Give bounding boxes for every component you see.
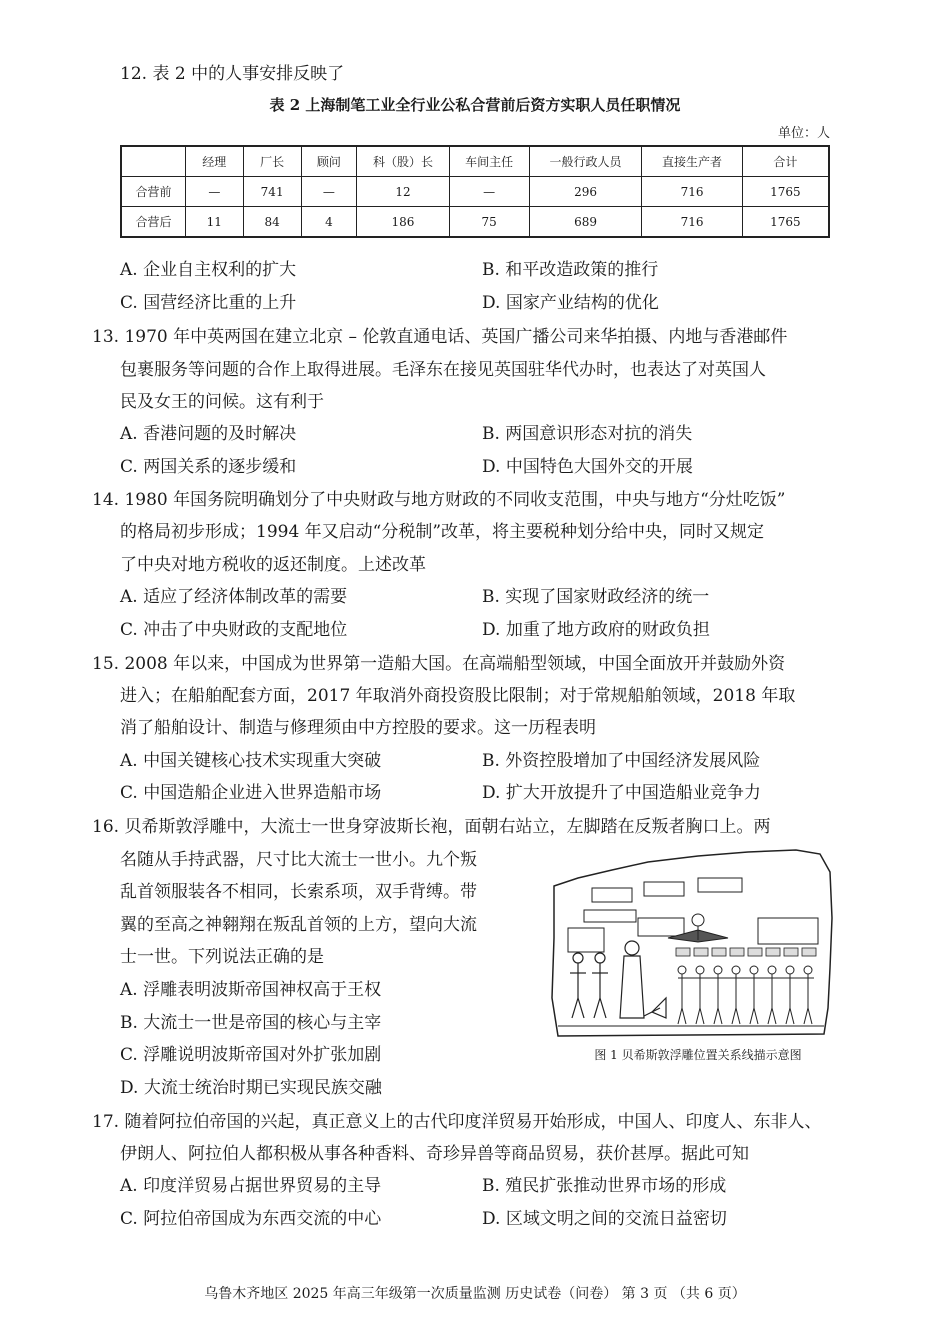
table-header: 直接生产者 bbox=[642, 146, 742, 177]
table-header bbox=[121, 146, 185, 177]
table-cell: 716 bbox=[642, 207, 742, 238]
table-cell: 1765 bbox=[742, 207, 829, 238]
q14-option-b: B. 实现了国家财政经济的统一 bbox=[482, 587, 710, 607]
table-header: 一般行政人员 bbox=[529, 146, 642, 177]
table-cell: 12 bbox=[357, 177, 449, 207]
q15-line: 消了船舶设计、制造与修理须由中方控股的要求。这一历程表明 bbox=[120, 718, 596, 738]
page-footer: 乌鲁木齐地区 2025 年高三年级第一次质量监测 历史试卷（问卷） 第 3 页 （共 6 页） bbox=[204, 1286, 746, 1302]
q14-line: 14. 1980 年国务院明确划分了中央财政与地方财政的不同收支范围，中央与地方“分灶吃饭” bbox=[92, 490, 786, 510]
table-cell: — bbox=[185, 177, 243, 207]
table-cell: 186 bbox=[357, 207, 449, 238]
q16-line: 翼的至高之神翱翔在叛乱首领的上方，望向大流 bbox=[120, 915, 477, 935]
q12-option-a: A. 企业自主权利的扩大 bbox=[120, 260, 297, 280]
table-caption: 表 2 上海制笔工业全行业公私合营前后资方实职人员任职情况 bbox=[269, 96, 681, 114]
table-cell: 4 bbox=[301, 207, 357, 238]
q14-option-c: C. 冲击了中央财政的支配地位 bbox=[120, 620, 348, 640]
q16-option-a: A. 浮雕表明波斯帝国神权高于王权 bbox=[120, 980, 382, 1000]
q17-option-a: A. 印度洋贸易占据世界贸易的主导 bbox=[120, 1176, 382, 1196]
figure-caption: 图 1 贝希斯敦浮雕位置关系线描示意图 bbox=[594, 1048, 802, 1062]
table-header: 经理 bbox=[185, 146, 243, 177]
q17-option-d: D. 区域文明之间的交流日益密切 bbox=[482, 1209, 727, 1229]
q15-option-d: D. 扩大开放提升了中国造船业竞争力 bbox=[482, 783, 761, 803]
q15-option-a: A. 中国关键核心技术实现重大突破 bbox=[120, 751, 382, 771]
personnel-table bbox=[120, 145, 830, 238]
q12-option-d: D. 国家产业结构的优化 bbox=[482, 293, 659, 313]
q16-line: 16. 贝希斯敦浮雕中，大流士一世身穿波斯长袍，面朝右站立，左脚踏在反叛者胸口上。两 bbox=[92, 817, 771, 837]
q13-option-c: C. 两国关系的逐步缓和 bbox=[120, 457, 297, 477]
q16-option-d: D. 大流士统治时期已实现民族交融 bbox=[120, 1078, 382, 1098]
q13-line: 民及女王的问候。这有利于 bbox=[120, 392, 324, 412]
q13-line: 13. 1970 年中英两国在建立北京 – 伦敦直通电话、英国广播公司来华拍摄、内地与香港邮件 bbox=[92, 327, 788, 347]
q14-option-d: D. 加重了地方政府的财政负担 bbox=[482, 620, 710, 640]
q13-option-b: B. 两国意识形态对抗的消失 bbox=[482, 424, 693, 444]
q16-option-c: C. 浮雕说明波斯帝国对外扩张加剧 bbox=[120, 1045, 382, 1065]
table-cell: — bbox=[301, 177, 357, 207]
table-cell: 合营后 bbox=[121, 207, 185, 238]
table-header: 合计 bbox=[742, 146, 829, 177]
table-cell: — bbox=[449, 177, 529, 207]
q16-line: 名随从手持武器，尺寸比大流士一世小。九个叛 bbox=[120, 850, 477, 870]
q15-option-b: B. 外资控股增加了中国经济发展风险 bbox=[482, 751, 761, 771]
table-cell: 1765 bbox=[742, 177, 829, 207]
q13-line: 包裹服务等问题的合作上取得进展。毛泽东在接见英国驻华代办时，也表达了对英国人 bbox=[120, 360, 766, 380]
q15-option-c: C. 中国造船企业进入世界造船市场 bbox=[120, 783, 382, 803]
q17-option-b: B. 殖民扩张推动世界市场的形成 bbox=[482, 1176, 727, 1196]
table-cell: 716 bbox=[642, 177, 742, 207]
q16-line: 乱首领服装各不相同，长索系项，双手背缚。带 bbox=[120, 882, 477, 902]
table-cell: 689 bbox=[529, 207, 642, 238]
table-header-row bbox=[121, 146, 829, 177]
q13-option-a: A. 香港问题的及时解决 bbox=[120, 424, 297, 444]
q13-option-d: D. 中国特色大国外交的开展 bbox=[482, 457, 693, 477]
table-cell: 84 bbox=[243, 207, 301, 238]
table-row bbox=[121, 207, 829, 238]
table-cell: 11 bbox=[185, 207, 243, 238]
table-row bbox=[121, 177, 829, 207]
q17-line: 17. 随着阿拉伯帝国的兴起，真正意义上的古代印度洋贸易开始形成，中国人、印度人、东非人、 bbox=[92, 1112, 822, 1132]
relief-figure bbox=[548, 848, 834, 1040]
relief-line-drawing-icon bbox=[548, 848, 834, 1040]
q16-line: 士一世。下列说法正确的是 bbox=[120, 947, 324, 967]
table-header: 科（股）长 bbox=[357, 146, 449, 177]
q12-stem: 12. 表 2 中的人事安排反映了 bbox=[120, 64, 345, 84]
q14-line: 了中央对地方税收的返还制度。上述改革 bbox=[120, 555, 426, 575]
q14-line: 的格局初步形成；1994 年又启动“分税制”改革，将主要税种划分给中央，同时又规定 bbox=[120, 522, 765, 542]
table-unit: 单位：人 bbox=[777, 126, 830, 141]
q17-option-c: C. 阿拉伯帝国成为东西交流的中心 bbox=[120, 1209, 382, 1229]
q15-line: 进入；在船舶配套方面，2017 年取消外商投资股比限制；对于常规船舶领域，2018 年取 bbox=[120, 686, 796, 706]
table-cell: 合营前 bbox=[121, 177, 185, 207]
table-header: 顾问 bbox=[301, 146, 357, 177]
table-cell: 75 bbox=[449, 207, 529, 238]
table-cell: 296 bbox=[529, 177, 642, 207]
q15-line: 15. 2008 年以来，中国成为世界第一造船大国。在高端船型领域，中国全面放开并鼓励外资 bbox=[92, 654, 786, 674]
q14-option-a: A. 适应了经济体制改革的需要 bbox=[120, 587, 348, 607]
table-header: 车间主任 bbox=[449, 146, 529, 177]
q12-option-c: C. 国营经济比重的上升 bbox=[120, 293, 297, 313]
q16-option-b: B. 大流士一世是帝国的核心与主宰 bbox=[120, 1013, 382, 1033]
q17-line: 伊朗人、阿拉伯人都积极从事各种香料、奇珍异兽等商品贸易，获价甚厚。据此可知 bbox=[120, 1144, 749, 1164]
table-cell: 741 bbox=[243, 177, 301, 207]
table-header: 厂长 bbox=[243, 146, 301, 177]
q12-option-b: B. 和平改造政策的推行 bbox=[482, 260, 659, 280]
